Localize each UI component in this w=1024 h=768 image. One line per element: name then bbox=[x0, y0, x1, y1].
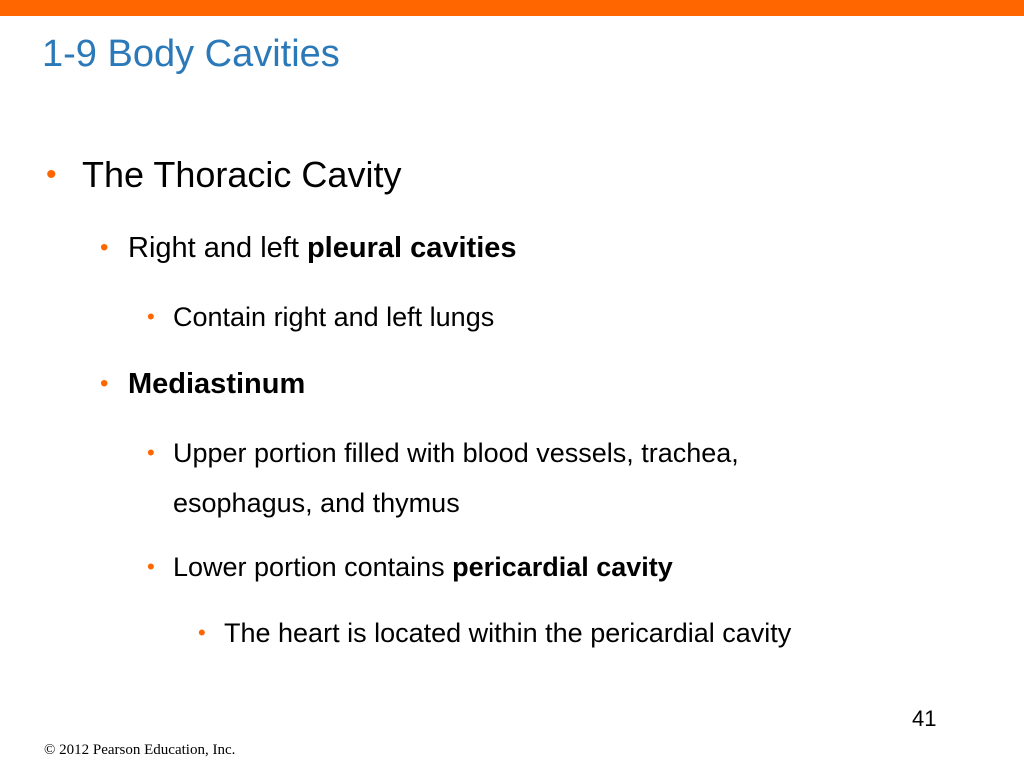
page-title: 1-9 Body Cavities bbox=[42, 33, 340, 75]
bullet-bold-text: pericardial cavity bbox=[452, 552, 673, 582]
bullet-item-thoracic-cavity bbox=[46, 153, 402, 197]
page-number: 41 bbox=[912, 706, 937, 731]
bullet-text: Right and left bbox=[128, 232, 307, 264]
bullet-icon: • bbox=[100, 370, 109, 397]
bullet-item-pleural-cavities bbox=[100, 230, 517, 266]
bullet-item-mediastinum bbox=[100, 366, 306, 402]
bullet-item-lungs bbox=[147, 300, 495, 334]
bullet-bold-text: pleural cavities bbox=[306, 232, 517, 264]
bullet-item-lower-portion bbox=[147, 550, 673, 584]
bullet-icon: • bbox=[147, 304, 155, 329]
bullet-icon: • bbox=[100, 234, 109, 261]
bullet-text: The Thoracic Cavity bbox=[82, 154, 402, 195]
bullet-text: esophagus, and thymus bbox=[173, 488, 460, 518]
bullet-item-upper-portion-continued bbox=[173, 486, 460, 520]
copyright-notice: © 2012 Pearson Education, Inc. bbox=[44, 742, 236, 758]
bullet-icon: • bbox=[147, 554, 155, 579]
bullet-text: Lower portion contains bbox=[173, 552, 453, 582]
bullet-text: Contain right and left lungs bbox=[173, 302, 495, 332]
bullet-text: Upper portion filled with blood vessels, trachea, bbox=[173, 438, 739, 468]
bullet-item-heart-location bbox=[198, 616, 792, 650]
bullet-icon: • bbox=[198, 620, 206, 645]
bullet-item-upper-portion bbox=[147, 436, 739, 470]
bullet-bold-text: Mediastinum bbox=[128, 368, 306, 400]
bullet-icon: • bbox=[46, 158, 57, 191]
bullet-icon: • bbox=[147, 440, 155, 465]
top-accent-bar bbox=[0, 0, 1024, 16]
bullet-text: The heart is located within the pericardial cavity bbox=[224, 618, 792, 648]
